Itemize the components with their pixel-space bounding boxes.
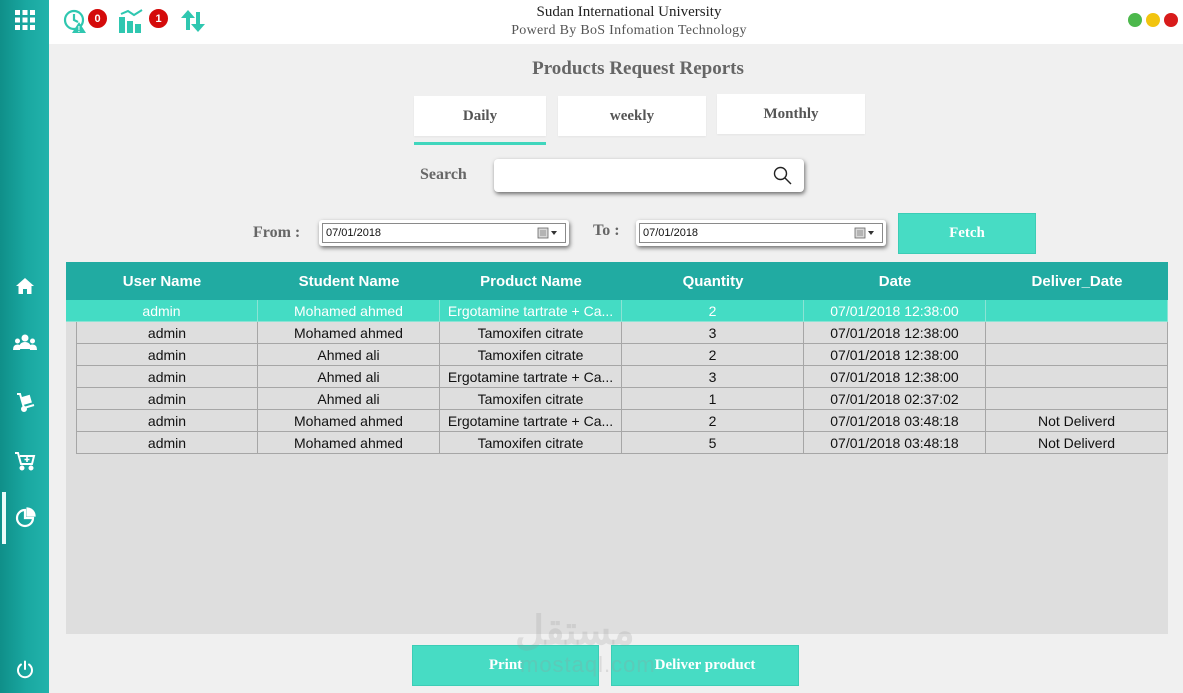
table-cell: Not Deliverd xyxy=(986,432,1168,454)
table-cell: 2 xyxy=(622,344,804,366)
from-date-value: 07/01/2018 xyxy=(326,227,382,239)
window-red-dot[interactable] xyxy=(1164,13,1178,27)
table-row[interactable] xyxy=(66,300,1168,322)
hand-truck-icon[interactable] xyxy=(0,384,49,420)
table-cell: Mohamed ahmed xyxy=(258,322,440,344)
watermark-url: mostaql.com xyxy=(520,652,656,677)
column-header[interactable]: Student Name xyxy=(298,272,400,290)
table-cell: 07/01/2018 12:38:00 xyxy=(804,344,986,366)
table-header xyxy=(66,262,1168,300)
table-row[interactable] xyxy=(76,366,1168,388)
tab-active-underline xyxy=(414,142,546,145)
table-cell: 2 xyxy=(622,300,804,322)
table-cell: admin xyxy=(76,344,258,366)
table-cell: Ergotamine tartrate + Ca... xyxy=(440,410,622,432)
table-row[interactable] xyxy=(76,432,1168,454)
app-title: Sudan International University xyxy=(536,4,722,20)
search-icon[interactable] xyxy=(773,166,792,190)
table-cell: admin xyxy=(76,366,258,388)
calendar-dropdown-icon[interactable] xyxy=(537,227,561,239)
table-cell xyxy=(986,300,1168,322)
table-cell: 07/01/2018 12:38:00 xyxy=(804,300,986,322)
tab-monthly[interactable]: Monthly xyxy=(717,94,865,134)
table-cell: 3 xyxy=(622,322,804,344)
from-label: From : xyxy=(253,224,301,241)
table-cell: Mohamed ahmed xyxy=(258,410,440,432)
table-cell: 07/01/2018 12:38:00 xyxy=(804,366,986,388)
pie-chart-icon[interactable] xyxy=(0,500,49,536)
search-label: Search xyxy=(420,166,467,183)
table-row[interactable] xyxy=(76,322,1168,344)
tab-daily[interactable]: Daily xyxy=(414,96,546,136)
alerts-count-badge: 0 xyxy=(87,8,108,29)
table-cell: Ahmed ali xyxy=(258,388,440,410)
to-label: To : xyxy=(593,222,620,239)
table-cell xyxy=(986,388,1168,410)
table-cell: Tamoxifen citrate xyxy=(440,344,622,366)
to-date-picker[interactable] xyxy=(636,220,886,246)
table-cell: admin xyxy=(76,410,258,432)
table-row[interactable] xyxy=(76,388,1168,410)
table-cell: Ergotamine tartrate + Ca... xyxy=(440,300,622,322)
cart-icon[interactable] xyxy=(0,443,49,479)
column-header[interactable]: User Name xyxy=(122,272,202,290)
table-cell: 2 xyxy=(622,410,804,432)
table-cell: 07/01/2018 03:48:18 xyxy=(804,410,986,432)
table-cell: admin xyxy=(66,300,258,322)
window-green-dot[interactable] xyxy=(1128,13,1142,27)
to-date-value: 07/01/2018 xyxy=(643,227,699,239)
table-cell xyxy=(986,366,1168,388)
top-bar xyxy=(49,0,1183,44)
table-cell xyxy=(986,322,1168,344)
app-subtitle: Powerd By BoS Infomation Technology xyxy=(511,23,747,38)
table-cell: 3 xyxy=(622,366,804,388)
table-cell: Not Deliverd xyxy=(986,410,1168,432)
calendar-dropdown-icon[interactable] xyxy=(854,227,878,239)
home-icon[interactable] xyxy=(0,268,49,304)
table-cell: 07/01/2018 03:48:18 xyxy=(804,432,986,454)
table-cell: 07/01/2018 02:37:02 xyxy=(804,388,986,410)
report-table xyxy=(66,262,1168,634)
deliver-product-button[interactable]: Deliver product xyxy=(611,645,799,686)
apps-grid-icon[interactable] xyxy=(0,2,49,38)
table-cell: Tamoxifen citrate xyxy=(440,388,622,410)
power-icon[interactable] xyxy=(0,652,49,688)
column-header[interactable]: Date xyxy=(878,272,912,290)
table-cell: 5 xyxy=(622,432,804,454)
stock-count-badge: 1 xyxy=(148,8,169,29)
page-title: Products Request Reports xyxy=(532,58,744,79)
table-cell: 1 xyxy=(622,388,804,410)
table-cell: Ahmed ali xyxy=(258,344,440,366)
table-cell: Mohamed ahmed xyxy=(258,300,440,322)
table-cell: admin xyxy=(76,322,258,344)
table-cell xyxy=(986,344,1168,366)
table-row[interactable] xyxy=(76,410,1168,432)
sidebar xyxy=(0,0,49,693)
svg-text:!: ! xyxy=(77,25,81,34)
window-yellow-dot[interactable] xyxy=(1146,13,1160,27)
table-cell: admin xyxy=(76,388,258,410)
table-cell: admin xyxy=(76,432,258,454)
tab-weekly[interactable]: weekly xyxy=(558,96,706,136)
table-cell: Tamoxifen citrate xyxy=(440,322,622,344)
table-cell: Mohamed ahmed xyxy=(258,432,440,454)
print-button[interactable]: Print xyxy=(412,645,599,686)
watermark-logo: مستقل xyxy=(515,609,635,653)
from-date-picker[interactable] xyxy=(319,220,569,246)
table-cell: Tamoxifen citrate xyxy=(440,432,622,454)
column-header[interactable]: Deliver_Date xyxy=(1031,272,1123,290)
table-row[interactable] xyxy=(76,344,1168,366)
search-input[interactable] xyxy=(494,159,804,192)
table-cell: Ergotamine tartrate + Ca... xyxy=(440,366,622,388)
table-cell: 07/01/2018 12:38:00 xyxy=(804,322,986,344)
column-header[interactable]: Product Name xyxy=(480,272,582,290)
column-header[interactable]: Quantity xyxy=(682,272,744,290)
table-cell: Ahmed ali xyxy=(258,366,440,388)
users-icon[interactable] xyxy=(0,325,49,361)
fetch-button[interactable]: Fetch xyxy=(898,213,1036,254)
